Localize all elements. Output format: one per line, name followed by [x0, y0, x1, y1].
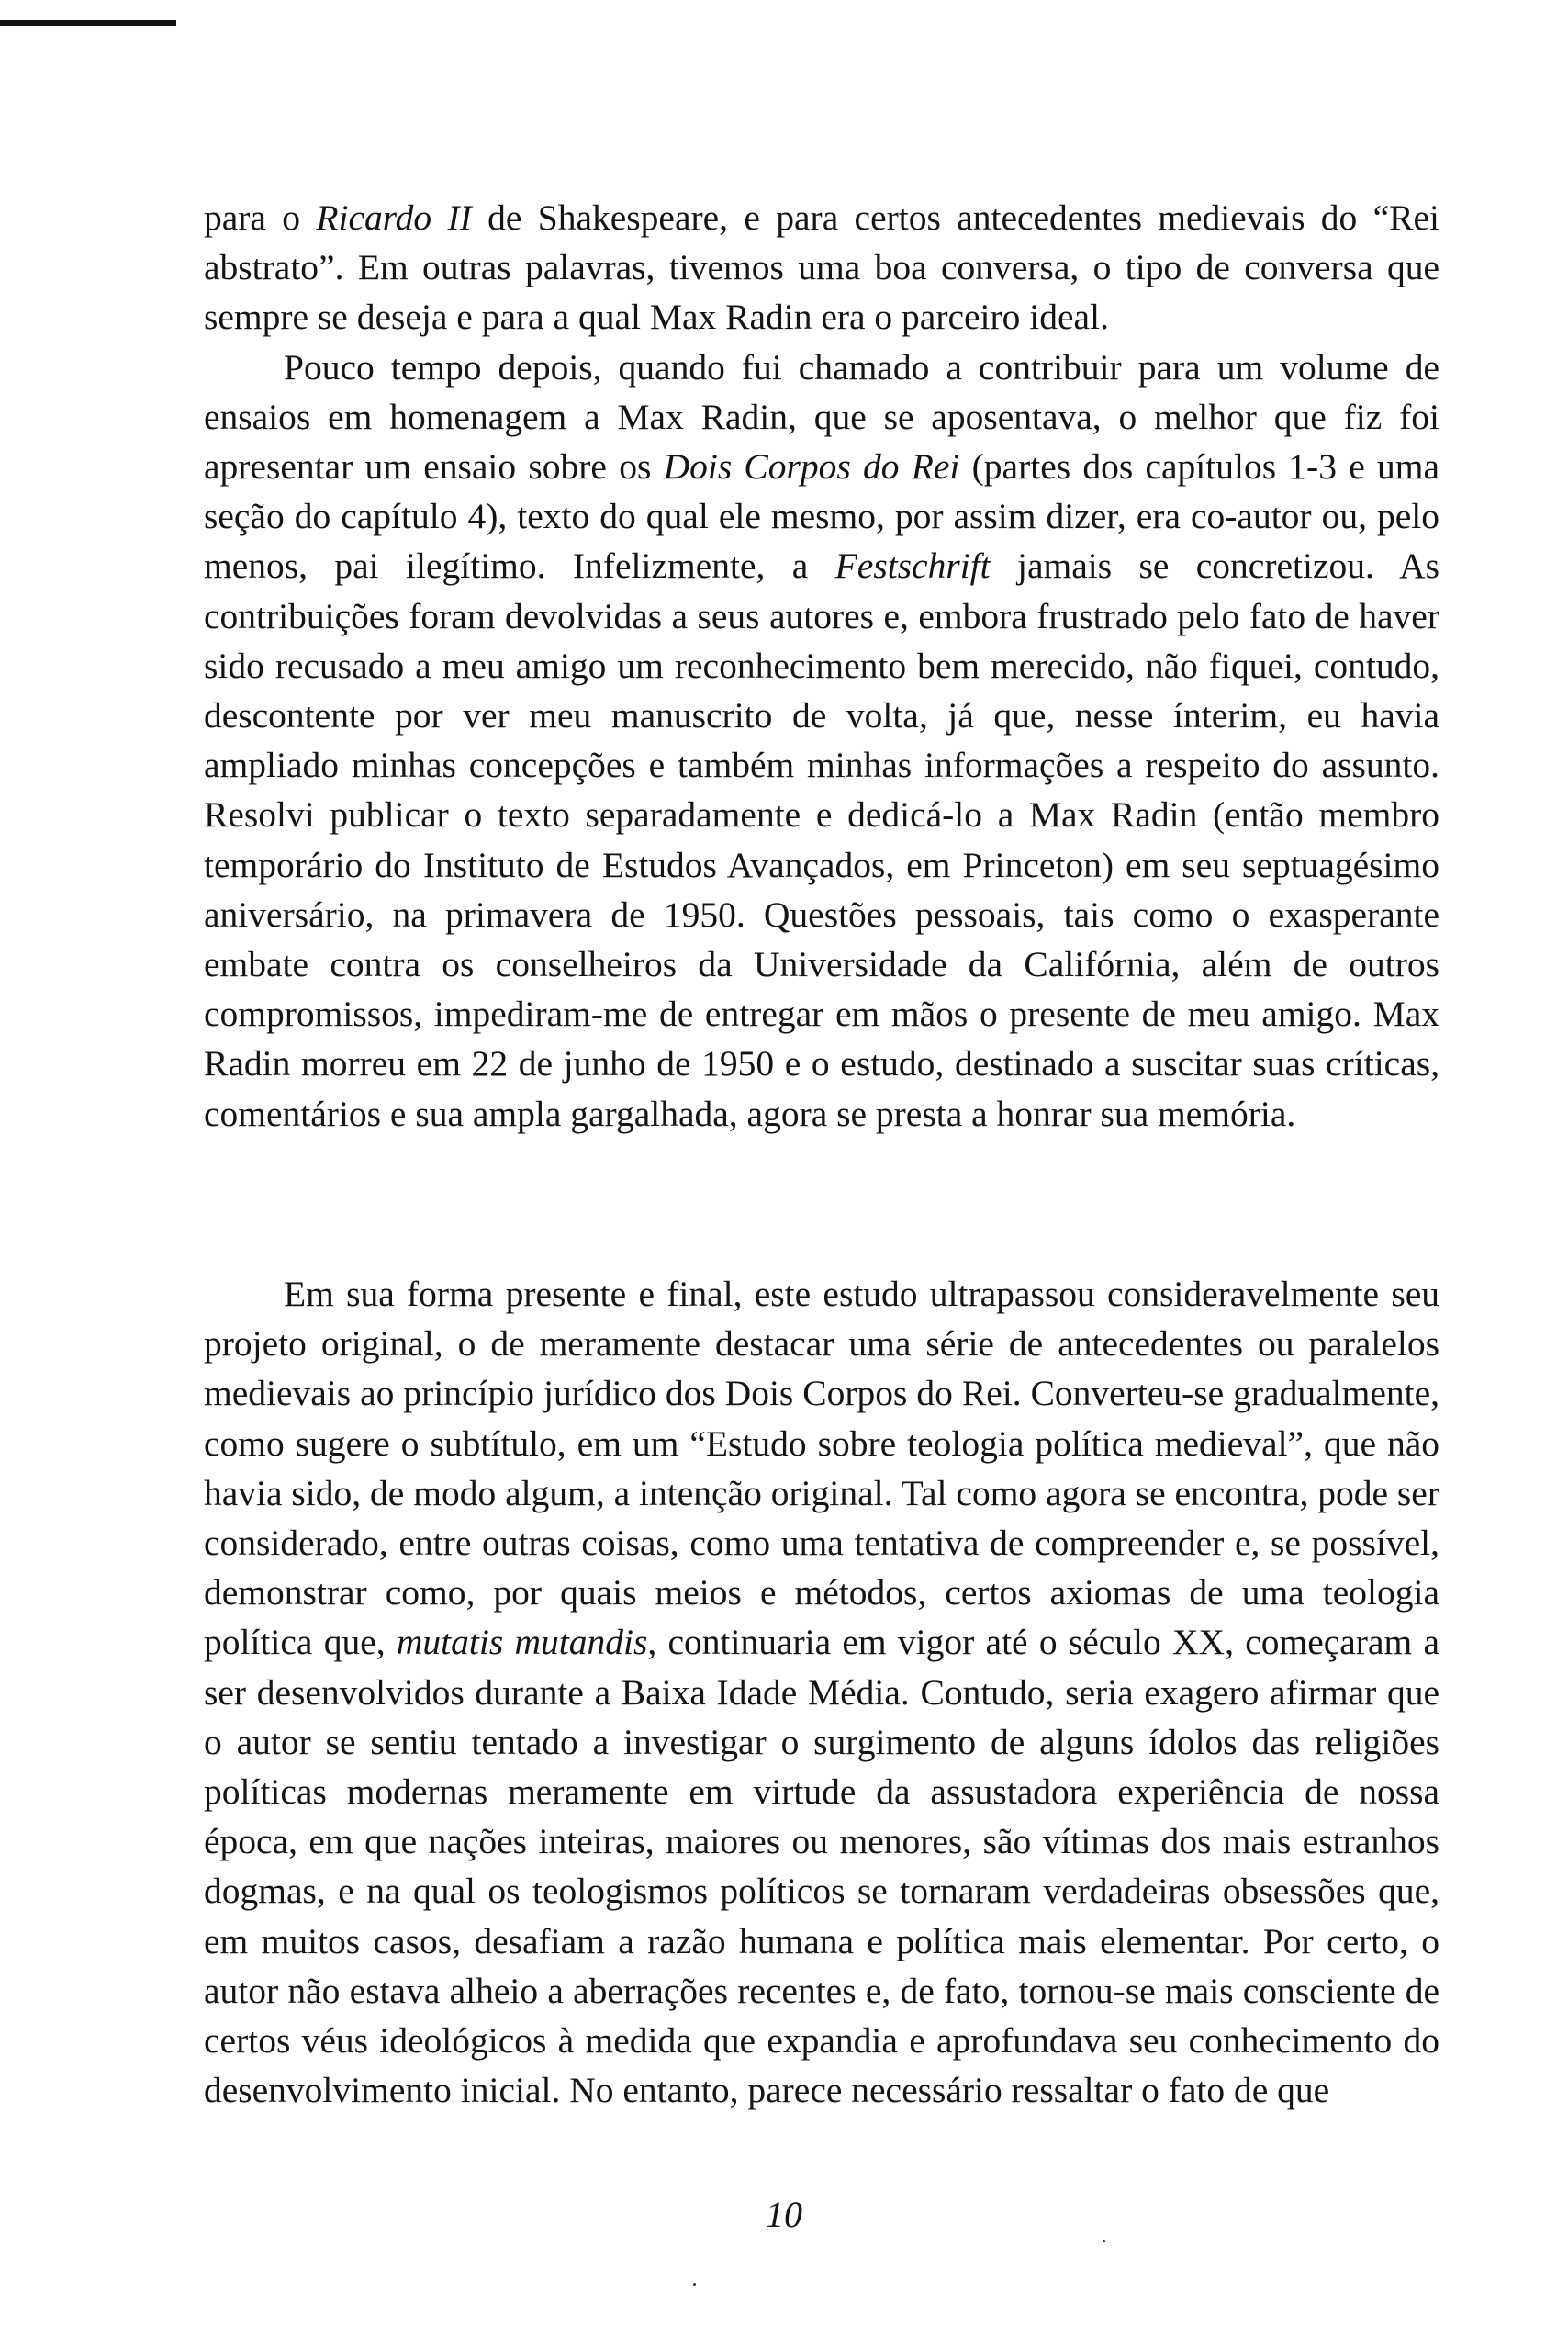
- text-run: (partes dos capítulos 1-3 e uma seção do capítulo 4), texto do qual ele mesmo, por assim dizer, era co-autor ou, pelo menos, pai ilegítimo. Infelizmente, a: [204, 446, 1439, 587]
- text-run: para o: [204, 197, 317, 238]
- text-run: Pouco tempo depois, quando fui chamado a contribuir para um volume de ensaios em homenagem a Max Radin, que se aposentava, o melhor que fiz foi apresentar um ensaio sobre os: [204, 346, 1439, 488]
- scan-speck: [693, 2283, 696, 2286]
- top-left-rule: [0, 20, 176, 26]
- scan-speck: [1103, 2240, 1105, 2242]
- paragraph-continuation: [204, 193, 1439, 343]
- text-run: jamais se concretizou. As contribuições foram devolvidas a seus autores e, embora frustrado pelo fato de haver sido recusado a meu amigo um reconhecimento bem merecido, não fiquei, contudo, descontente por ver meu manuscrito de volta, já que, nesse ínterim, eu havia ampliado minhas concepções e também minhas informações a respeito do assunto. Resolvi publicar o texto separadamente e dedicá-lo a Max Radin (então membro temporário do Instituto de Estudos Avançados, em Princeton) em seu septuagésimo aniversário, na primavera de 1950. Questões pessoais, tais como o exasperante embate contra os conselheiros da Universidade da Califórnia, além de outros compromissos, impediram-me de entregar em mãos o presente de meu amigo. Max Radin morreu em 22 de junho de 1950 e o estudo, destinado a suscitar suas críticas, comentários e sua ampla gargalhada, agora se presta a honrar sua memória.: [204, 545, 1439, 1134]
- page-number: 10: [766, 2194, 802, 2235]
- italic-title: Ricardo II: [316, 197, 472, 238]
- italic-term: mutatis mutandis: [396, 1622, 648, 1663]
- text-run: de Shakespeare, e para certos antecedentes medievais do “Rei abstrato”. Em outras palavras, tivemos uma boa conversa, o tipo de conversa que sempre se deseja e para a qual Max Radin era o parceiro ideal.: [204, 197, 1439, 338]
- text-run: , continuaria em vigor até o século XX, começaram a ser desenvolvidos durante a Baixa Idade Média. Contudo, seria exagero afirmar que o autor se sentiu tentado a investigar o surgimento de alguns ídolos das religiões políticas modernas meramente em virtude da assustadora experiência de nossa época, em que nações inteiras, maiores ou menores, são vítimas dos mais estranhos dogmas, e na qual os teologismos políticos se tornaram verdadeiras obsessões que, em muitos casos, desafiam a razão humana e política mais elementar. Por certo, o autor não estava alheio a aberrações recentes e, de fato, tornou-se mais consciente de certos véus ideológicos à medida que expandia e aprofundava seu conhecimento do desenvolvimento inicial. No entanto, parece necessário ressaltar o fato de que: [204, 1622, 1439, 2111]
- text-run: Em sua forma presente e final, este estudo ultrapassou consideravelmente seu projeto original, o de meramente destacar uma série de antecedentes ou paralelos medievais ao princípio jurídico dos Dois Corpos do Rei. Converteu-se gradualmente, como sugere o subtítulo, em um “Estudo sobre teologia política medieval”, que não havia sido, de modo algum, a intenção original. Tal como agora se encontra, pode ser considerado, entre outras coisas, como uma tentativa de compreender e, se possível, demonstrar como, por quais meios e métodos, certos axiomas de uma teologia política que,: [204, 1274, 1439, 1663]
- italic-title: Dois Corpos do Rei: [663, 446, 960, 488]
- paragraph-festschrift: [204, 343, 1439, 1139]
- text-block-bottom: [204, 1269, 1439, 2115]
- text-block-top: [204, 193, 1439, 1139]
- paragraph-study-scope: [204, 1269, 1439, 2115]
- italic-term: Festschrift: [834, 545, 991, 587]
